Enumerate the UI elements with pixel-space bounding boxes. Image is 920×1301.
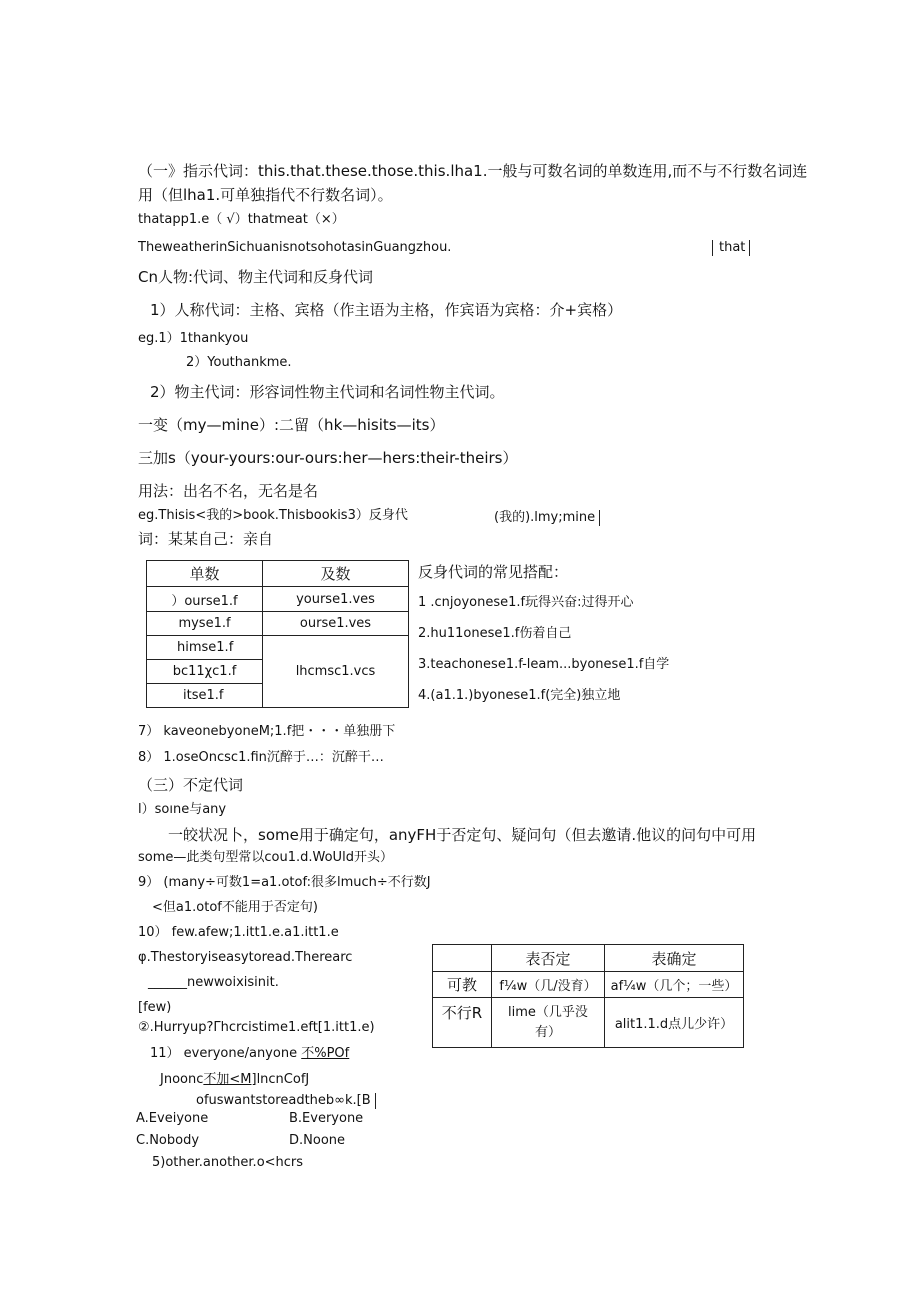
everyone-anyone-label: 11） everyone/anyone [150, 1046, 298, 1061]
everyone-anyone-note: 不%POf [301, 1046, 350, 1061]
reflexive-definition: 词：某某自己：亲自 [138, 530, 274, 548]
demonstrative-pronoun-line-1: （一》指示代词：this.that.these.those.this.lha1.一般与可数名词的单数连用,而不与不行数名词连 [138, 162, 808, 180]
example-that-apple: thatapp1.e（ √）thatmeat（×） [138, 212, 345, 227]
other-another-heading: 5)other.another.o<hcrs [152, 1155, 304, 1170]
noone-line [160, 1072, 309, 1088]
option-c: C.Nobody [136, 1133, 200, 1148]
option-a: A.Eveiyone [136, 1111, 209, 1126]
collocation-item: 3.teachonese1.f-leam...byonese1.f自学 [418, 657, 670, 672]
table-cell: bc11χc1.f [147, 660, 263, 684]
cell-line: lime（几乎没 [508, 1005, 588, 1020]
collocations-title: 反身代词的常见搭配： [418, 563, 569, 581]
answer-box-that: that [712, 240, 750, 256]
table-header-plural: 及数 [263, 561, 409, 587]
table-cell: lhcmsc1.vcs [263, 636, 409, 708]
table-cell: yourse1.ves [263, 587, 409, 612]
row-label-uncountable: 不行R [433, 998, 492, 1048]
table-cell: ourse1.ves [263, 612, 409, 636]
exercise-2: ②.Hurryup?Γhcrcistime1.eft[1.itt1.e) [138, 1020, 375, 1035]
table-cell: af¼w（几个；一些） [605, 972, 744, 998]
option-d: D.Noone [289, 1133, 346, 1148]
option-b: B.Everyone [289, 1111, 364, 1126]
some-any-heading: l）soıne与any [138, 802, 227, 817]
table-header-singular: 单数 [147, 561, 263, 587]
usage-example-answer: (我的).lmy;mine [494, 510, 600, 526]
noone-note: 不加<M] [203, 1072, 257, 1087]
collocation-item: 4.(a1.1.)byonese1.f(完全)独立地 [418, 688, 621, 703]
exercise-1-answer: [few) [138, 1000, 172, 1015]
collocation-item: 1 .cnjoyonese1.f玩得兴奋:过得开心 [418, 595, 634, 610]
table-cell: alit1.1.d点儿少许） [605, 998, 744, 1048]
alotof-rule: <但a1.otof不能用于否定句) [152, 900, 318, 915]
cell-line: 有） [534, 1024, 561, 1040]
usage-example: eg.Thisis<我的>book.Thisbookis3）反身代 [138, 508, 408, 523]
reflexive-pronoun-table [146, 560, 409, 708]
everyone-anyone-heading [150, 1046, 349, 1062]
phrase-7: 7） kaveonebyoneM;1.f把・・・单独册下 [138, 724, 396, 739]
some-any-rule-continued: some—此类句型常以cou1.d.WoUld开头） [138, 850, 393, 865]
table-cell [492, 998, 605, 1048]
possessive-rule-change: 一变（my—mine）:二留（hk—hisits—its） [138, 416, 445, 434]
usage-rule: 用法：出名不名，无名是名 [138, 482, 319, 500]
table-cell: himse1.f [147, 636, 263, 660]
example-2: 2）Youthankme. [186, 355, 292, 370]
some-any-rule: 一皎状况卜，some用于确定句，anyFH于否定句、疑问句（但去邀请.他议的问句中可用 [168, 826, 757, 844]
collocation-item: 2.hu11onese1.f伤着自己 [418, 626, 572, 641]
demonstrative-pronoun-line-2: 用（但lha1.可单独指代不行数名词）。 [138, 186, 393, 204]
noone-note-tail: lncnCofJ [256, 1072, 310, 1087]
section-heading-personal-pronouns: Cn人物:代词、物主代词和反身代词 [138, 268, 374, 286]
phrase-8: 8） 1.oseOncsc1.fin沉醉于…：沉醉干… [138, 750, 384, 765]
table-header-empty [433, 945, 492, 972]
table-cell: itse1.f [147, 684, 263, 708]
many-much-rule: 9） (many÷可数1=a1.otof:很多lmuch÷不行数J [138, 875, 431, 890]
exercise-1: φ.Thestoryiseasytoread.Therearc [138, 950, 353, 965]
table-cell: ）ourse1.f [147, 587, 263, 612]
section-heading-indefinite-pronouns: （三）不定代词 [138, 776, 244, 794]
table-cell: myse1.f [147, 612, 263, 636]
table-header-negative: 表否定 [492, 945, 605, 972]
possessive-rule-add-s: 三加s（your-yours:our-ours:her—hers:their-theirs） [138, 449, 518, 467]
example-1: eg.1）1thankyou [138, 331, 249, 346]
possessive-pronoun-rule: 2）物主代词：形容词性物主代词和名词性物主代词。 [150, 383, 505, 401]
table-header-positive: 表确定 [605, 945, 744, 972]
example-weather-sentence: TheweatherinSichuanisnotsohotasinGuangzhou. [138, 240, 452, 255]
personal-pronoun-rule: 1）人称代词：主格、宾格（作主语为主格，作宾语为宾格：介+宾格） [150, 301, 623, 319]
noone-label: Jnoonc [160, 1072, 204, 1087]
table-cell: f¼w（几/没育） [492, 972, 605, 998]
quantity-table [432, 944, 744, 1048]
row-label-countable: 可教 [433, 972, 492, 998]
exercise-1-blank: ______newwoixisinit. [148, 975, 279, 990]
few-little-heading: 10） few.afew;1.itt1.e.a1.itt1.e [138, 925, 339, 940]
exercise-3: ofuswantstoreadtheb∞k.[B [196, 1093, 376, 1109]
